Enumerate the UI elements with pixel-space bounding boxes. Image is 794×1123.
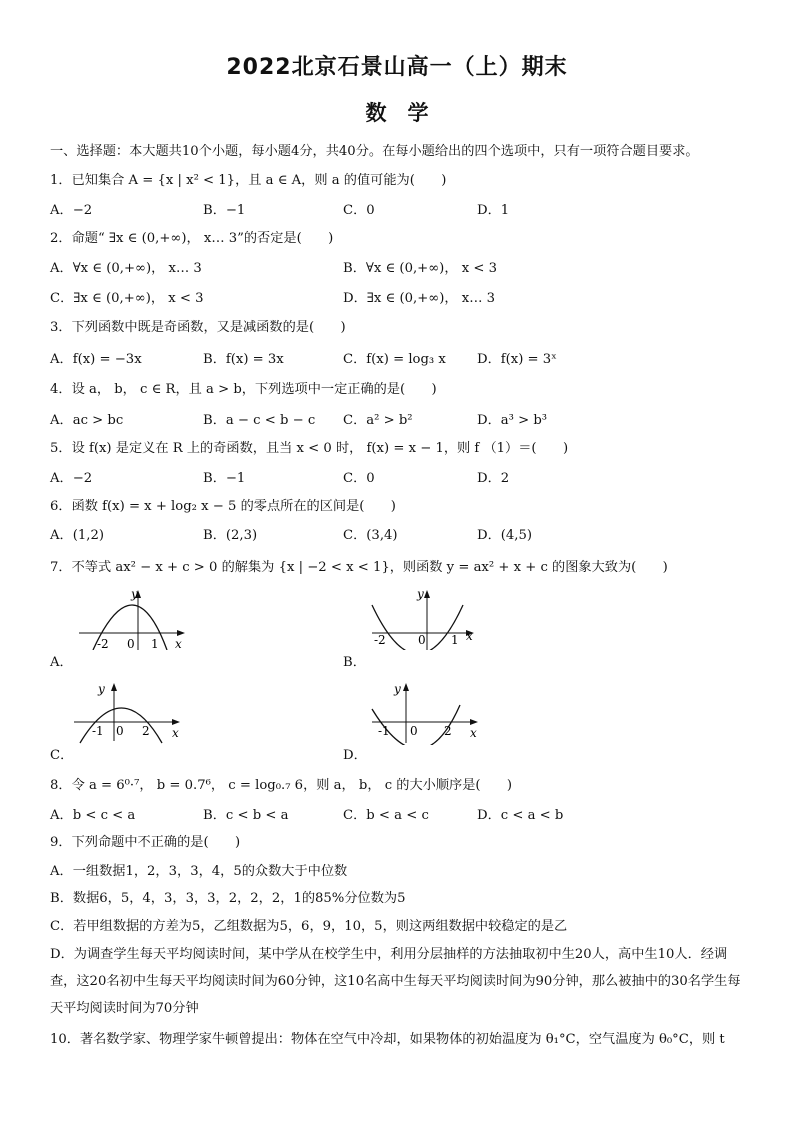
option-a: A．∀x ∈ (0,+∞)， x… 3: [50, 261, 202, 276]
option-d: D．2: [477, 471, 510, 486]
option-c: C．b < a < c: [343, 808, 429, 823]
option-d: D．(4,5): [477, 528, 533, 543]
option-a: A．−2: [50, 471, 93, 486]
y-axis-label: y: [131, 588, 138, 601]
option-d: D．1: [477, 203, 510, 218]
option-c: C．: [50, 748, 74, 763]
graph-option-b: [368, 588, 488, 650]
option-b: B．(2,3): [203, 528, 258, 543]
question-stem: 7．不等式 ax² − x + c > 0 的解集为 {x | −2 < x < 1}，则函数 y = ax² + x + c 的图象大致为( ): [50, 560, 668, 575]
tick-label: 1: [451, 633, 459, 647]
option-c: C．若甲组数据的方差为5，乙组数据为5，6，9，10，5，则这两组数据中较稳定的是乙: [50, 919, 568, 934]
option-b: B．f(x) = 3x: [203, 352, 284, 367]
option-a: A．b < c < a: [50, 808, 136, 823]
option-b: B．a − c < b − c: [203, 413, 316, 428]
option-d: D．为调查学生每天平均阅读时间，某中学从在校学生中，利用分层抽样的方法抽取初中生20人，高中生10人．经调查，这20名初中生每天平均阅读时间为60分钟，这10名高中生每天平均阅读时间为90分钟，那么被抽中的30名学生每天平均阅读时间为70分钟: [50, 947, 741, 1016]
option-b: B．: [343, 655, 366, 670]
origin-label: 0: [410, 724, 418, 738]
option-c: C．0: [343, 471, 375, 486]
question-stem: 9．下列命题中不正确的是( ): [50, 835, 241, 850]
x-axis-label: x: [470, 726, 477, 740]
option-c: C．∃x ∈ (0,+∞)， x < 3: [50, 291, 204, 306]
option-c: C．0: [343, 203, 375, 218]
option-b: B．数据6，5，4，3，3，3，2，2，2，1的85%分位数为5: [50, 891, 406, 906]
graph-option-c: [70, 681, 190, 745]
tick-label: 1: [151, 637, 159, 650]
option-a: A．f(x) = −3x: [50, 352, 142, 367]
y-axis-label: y: [394, 682, 401, 696]
graph-option-d: [368, 681, 488, 745]
question-stem: 8．令 a = 6⁰·⁷， b = 0.7⁶， c = log₀.₇ 6，则 a， b， c 的大小顺序是( ): [50, 778, 513, 793]
x-axis-label: x: [172, 726, 179, 740]
option-d: D．f(x) = 3ˣ: [477, 352, 557, 367]
graph-option-a: [75, 588, 195, 650]
tick-label: 2: [444, 724, 452, 738]
option-d: D．∃x ∈ (0,+∞)， x… 3: [343, 291, 495, 306]
question-stem: 10．著名数学家、物理学家牛顿曾提出：物体在空气中冷却，如果物体的初始温度为 θ₁°C，空气温度为 θ₀°C，则 t: [50, 1032, 725, 1047]
question-stem: 5．设 f(x) 是定义在 R 上的奇函数，且当 x < 0 时， f(x) = x − 1，则 f （1）＝( ): [50, 441, 569, 456]
option-d: D．: [343, 748, 367, 763]
option-c: C．a² > b²: [343, 413, 413, 428]
option-b: B．c < b < a: [203, 808, 289, 823]
option-a: A．一组数据1，2，3，3，4，5的众数大于中位数: [50, 864, 348, 879]
option-a: A．: [50, 655, 73, 670]
question-stem: 1．已知集合 A = {x | x² < 1}，且 a ∈ A，则 a 的值可能为( ): [50, 173, 447, 188]
tick-label: -2: [97, 637, 109, 650]
tick-label: -1: [378, 724, 390, 738]
tick-label: 2: [142, 724, 150, 738]
origin-label: 0: [127, 637, 135, 650]
y-axis-label: y: [417, 588, 424, 601]
question-stem: 3．下列函数中既是奇函数，又是减函数的是( ): [50, 320, 346, 335]
option-a: A．ac > bc: [50, 413, 124, 428]
option-d: D．a³ > b³: [477, 413, 548, 428]
y-axis-label: y: [98, 682, 105, 696]
x-axis-label: x: [466, 629, 473, 643]
option-b: B．−1: [203, 203, 246, 218]
tick-label: -2: [374, 633, 386, 647]
origin-label: 0: [418, 633, 426, 647]
origin-label: 0: [116, 724, 124, 738]
option-b: B．∀x ∈ (0,+∞)， x < 3: [343, 261, 497, 276]
option-a: A．(1,2): [50, 528, 104, 543]
option-d: D．c < a < b: [477, 808, 564, 823]
exam-title: 2022北京石景山高一（上）期末: [226, 55, 568, 80]
section-intro: 一、选择题：本大题共10个小题，每小题4分，共40分。在每小题给出的四个选项中，只有一项符合题目要求。: [50, 144, 699, 159]
question-stem: 6．函数 f(x) = x + log₂ x − 5 的零点所在的区间是( ): [50, 499, 396, 514]
option-a: A．−2: [50, 203, 93, 218]
x-axis-label: x: [175, 637, 182, 650]
subject-title: 数 学: [365, 101, 429, 125]
option-b: B．−1: [203, 471, 246, 486]
option-c: C．f(x) = log₃ x: [343, 352, 446, 367]
tick-label: -1: [92, 724, 104, 738]
question-stem: 2．命题“ ∃x ∈ (0,+∞)， x… 3”的否定是( ): [50, 231, 334, 246]
question-stem: 4．设 a， b， c ∈ R，且 a > b，下列选项中一定正确的是( ): [50, 382, 437, 397]
option-c: C．(3,4): [343, 528, 398, 543]
